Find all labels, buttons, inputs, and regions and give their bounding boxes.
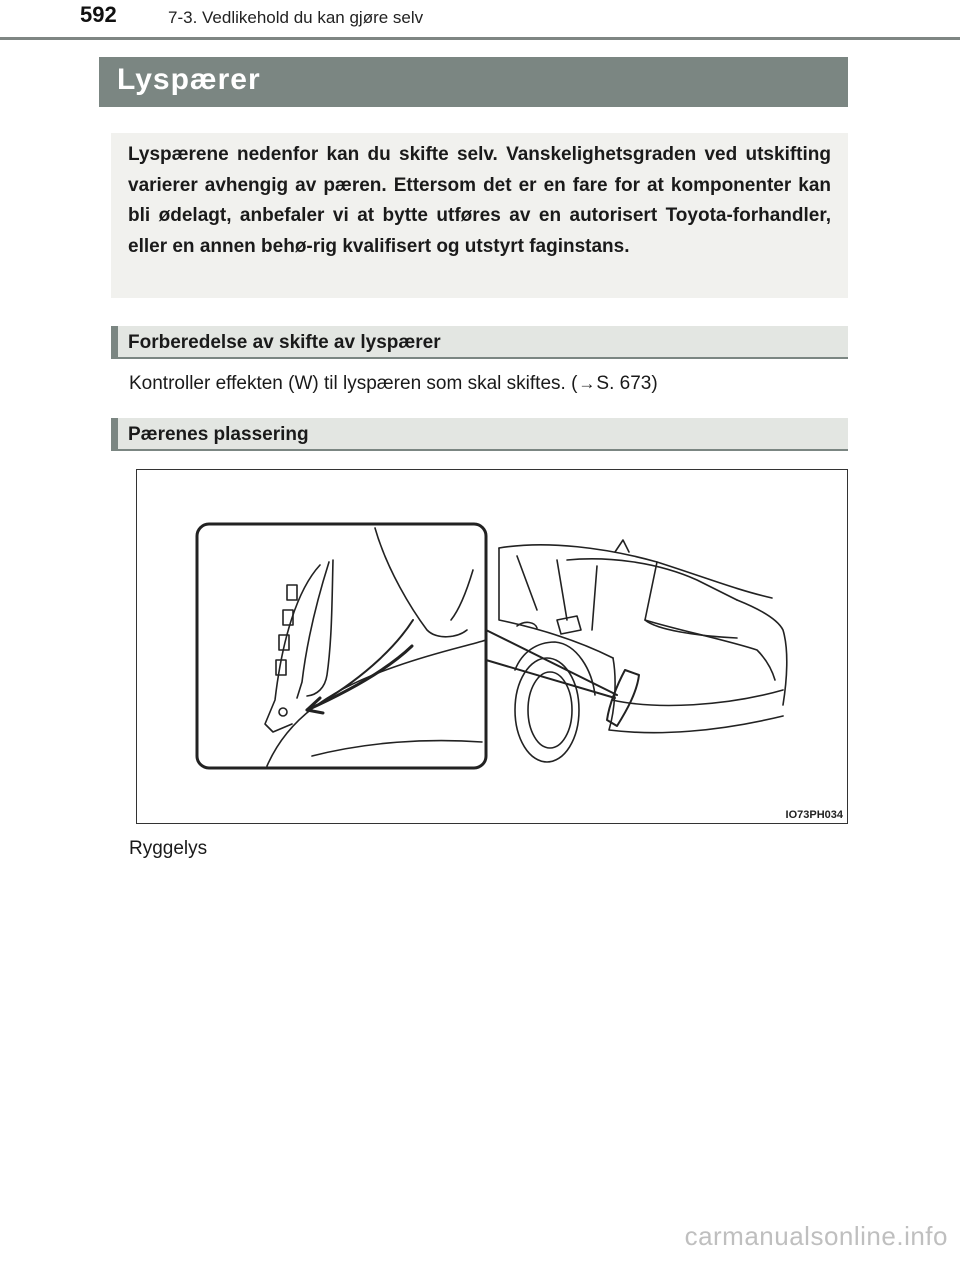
- page-number: 592: [80, 2, 117, 27]
- page-reference-link[interactable]: S. 673): [596, 373, 658, 394]
- preparation-text: [129, 373, 658, 395]
- section-header-location: [111, 418, 848, 451]
- page-title: Lyspærer: [117, 63, 261, 96]
- intro-box: [111, 133, 848, 298]
- preparation-text-start: Kontroller effekten (W) til lyspæren som skal skiftes. (: [129, 373, 578, 394]
- watermark: carmanualsonline.info: [684, 1221, 948, 1251]
- title-bar: [99, 57, 848, 107]
- reference-arrow-icon: →: [578, 374, 596, 393]
- header-divider: [0, 37, 960, 40]
- figure-id: IO73PH034: [785, 809, 843, 821]
- car-rear-illustration: [137, 470, 846, 822]
- section-title-preparation: Forberedelse av skifte av lyspærer: [128, 332, 441, 353]
- section-title-location: Pærenes plassering: [128, 424, 309, 445]
- figure-frame: [136, 469, 848, 824]
- intro-text: Lyspærene nedenfor kan du skifte selv. Vanskelighetsgraden ved utskifting varierer avhengig av pæren. Ettersom det er en fare for at komponenter kan bli ødelagt, anbefaler vi at bytte utføres av en autorisert Toyota-forhandler, eller en annen behø-rig kvalifisert og utstyrt faginstans.: [128, 144, 831, 257]
- section-header-preparation: [111, 326, 848, 359]
- chapter-title: 7-3. Vedlikehold du kan gjøre selv: [168, 8, 424, 27]
- figure-caption: Ryggelys: [129, 838, 208, 859]
